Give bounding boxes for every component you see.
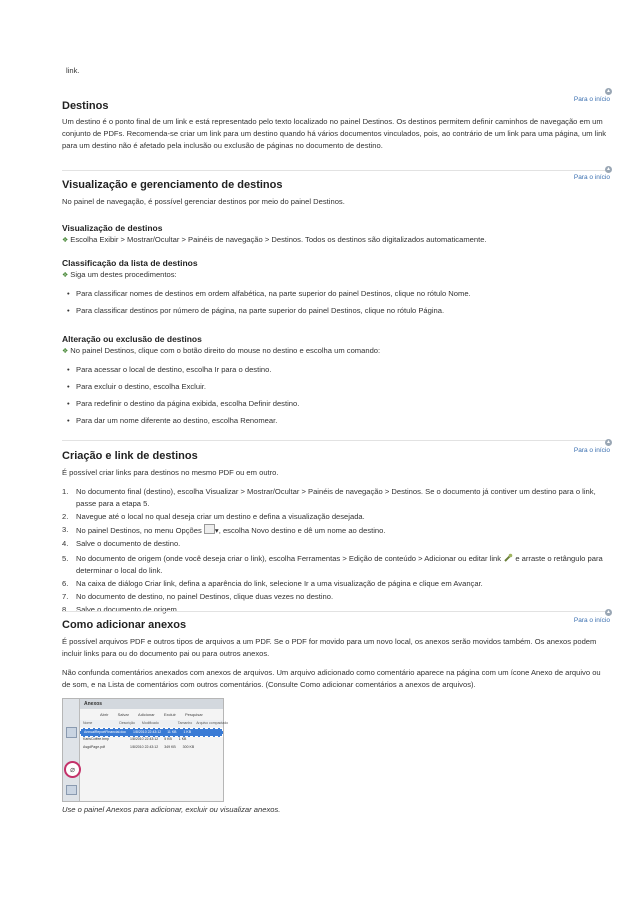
table-header: Nome Descrição Modificado Tamanho Arquivo compactado (80, 720, 223, 727)
arrow-up-icon[interactable]: ▲ (606, 166, 611, 172)
attachments-panel-figure (62, 698, 229, 802)
table-row[interactable]: KarlsCoffee.bmp 1/8/2010 22:43:12 5 KB 1 KB (83, 737, 187, 741)
to-top-link-anexos[interactable]: Para o início (573, 617, 610, 624)
anexos-paragraph-1: É possível arquivos PDF e outros tipos de arquivos a um PDF. Se o PDF for movido para um novo local, os anexos serão movidos também. Os anexos podem incluir links para ou do documento pai ou para outros anexos. (62, 637, 597, 658)
list-item: 5. No documento de origem (onde você deseja criar o link), escolha Ferramentas > Edição de conteúdo > Adicionar ou editar link e arraste o retângulo para determinar o local do link. (62, 554, 603, 575)
table-row[interactable]: AsgdPage.pdf 1/8/2010 22:43:12 349 KB 300 KB (83, 745, 195, 749)
list-item: • Para acessar o local de destino, escolha Ir para o destino. (62, 364, 610, 376)
anexos-paragraph-2: Não confunda comentários anexados com anexos de arquivos. Um arquivo adicionado como comentário aparece na página com um ícone Anexo de arquivo ou de som, e na Lista de comentários com outros comentários. (Consulte Como adicionar comentários a anexos de arquivos). (62, 668, 601, 689)
section-title-criacao: Criação e link de destinos (62, 450, 198, 462)
list-item: 2. Navegue até o local no qual deseja criar um destino e defina a visualização desejada. (62, 512, 365, 521)
list-item: • Para redefinir o destino da página exibida, escolha Definir destino. (62, 398, 610, 410)
divider (62, 440, 610, 441)
link-tool-icon[interactable] (503, 553, 513, 563)
destinos-body: Um destino é o ponto final de um link e está representado pelo texto localizado no painel Destinos. Os destinos permitem definir caminhos de navegação em um conjunto de PDFs. Recomenda-se criar um link para um destino quando há vários documentos vinculados, pois, ao contrário de um link para uma página, um link para um destino não é afetado pela inclusão ou exclusão de páginas no documento de destino. (62, 117, 607, 150)
arrow-up-icon[interactable]: ▲ (606, 439, 611, 445)
step-marker-icon: ❖ (62, 348, 69, 355)
pages-icon (66, 727, 77, 738)
step-visualizacao: ❖ Escolha Exibir > Mostrar/Ocultar > Painéis de navegação > Destinos. Todos os destinos são digitalizados automaticamente. (62, 235, 487, 244)
paperclip-icon: ⌀ (64, 761, 81, 778)
layers-icon (66, 785, 77, 795)
subsection-title-visualizacao: Visualização de destinos (62, 223, 163, 233)
continued-text: link. (66, 66, 80, 75)
divider (62, 170, 610, 171)
subsection-title-classificacao: Classificação da lista de destinos (62, 258, 198, 268)
section-title-destinos: Destinos (62, 100, 109, 112)
arrow-up-icon[interactable]: ▲ (606, 609, 611, 615)
criacao-steps (62, 486, 610, 621)
toolbar-add[interactable]: Adicionar (138, 712, 155, 717)
to-top-link-visualizacao[interactable]: Para o início (573, 174, 610, 181)
to-top-link-criacao[interactable]: Para o início (573, 447, 610, 454)
divider (62, 611, 610, 612)
list-item: • Para dar um nome diferente ao destino, escolha Renomear. (62, 415, 610, 427)
classificacao-list (62, 288, 610, 322)
panel-toolbar (80, 710, 223, 719)
list-item: 3. No painel Destinos, no menu Opções ▾, escolha Novo destino e dê um nome ao destino. (62, 525, 386, 535)
step-marker-icon: ❖ (62, 272, 69, 279)
toolbar-delete[interactable]: Excluir (163, 712, 176, 717)
step-alteracao: ❖ No painel Destinos, clique com o botão direito do mouse no destino e escolha um comando: (62, 346, 381, 355)
toolbar-open[interactable]: Abrir (100, 712, 109, 717)
criacao-intro: É possível criar links para destinos no mesmo PDF ou em outro. (62, 468, 279, 477)
to-top-link-destinos[interactable]: Para o início (573, 96, 610, 103)
arrow-up-icon[interactable]: ▲ (606, 88, 611, 94)
table-row[interactable]: AnnualReportFinancial.doc 1/8/2010 22:43:12 11 KB 1 KB (80, 728, 223, 737)
list-item: • Para classificar destinos por número de página, na parte superior do painel Destinos, clique no rótulo Página. (62, 305, 610, 317)
panel-header: Anexos (80, 699, 223, 709)
list-item: 7. No documento de destino, no painel Destinos, clique duas vezes no destino. (62, 592, 334, 601)
toolbar-search[interactable]: Pesquisar (185, 712, 203, 717)
toolbar-save[interactable]: Salvar (117, 712, 129, 717)
list-item: 4. Salve o documento de destino. (62, 539, 181, 548)
alteracao-list (62, 364, 610, 432)
list-item: 8. Salve o documento de origem. (62, 605, 179, 614)
list-item: • Para classificar nomes de destinos em ordem alfabética, na parte superior do painel Destinos, clique no rótulo Nome. (62, 288, 610, 300)
list-item: 6. Na caixa de diálogo Criar link, defina a aparência do link, selecione Ir a uma visualização de página e clique em Avançar. (62, 579, 483, 588)
options-menu-icon[interactable] (204, 524, 215, 534)
visualizacao-intro: No painel de navegação, é possível gerenciar destinos por meio do painel Destinos. (62, 197, 345, 206)
subsection-title-alteracao: Alteração ou exclusão de destinos (62, 334, 202, 344)
figure-caption: Use o painel Anexos para adicionar, excluir ou visualizar anexos. (62, 805, 281, 814)
section-title-visualizacao: Visualização e gerenciamento de destinos (62, 179, 283, 191)
section-title-anexos: Como adicionar anexos (62, 619, 187, 631)
step-marker-icon: ❖ (62, 237, 69, 244)
step-classificacao: ❖ Siga um destes procedimentos: (62, 270, 177, 279)
list-item: 1. No documento final (destino), escolha Visualizar > Mostrar/Ocultar > Painéis de navegação > Destinos. Se o documento já contiver um destino para o link, passe para a etapa 5. (62, 487, 596, 508)
list-item: • Para excluir o destino, escolha Excluir. (62, 381, 610, 393)
